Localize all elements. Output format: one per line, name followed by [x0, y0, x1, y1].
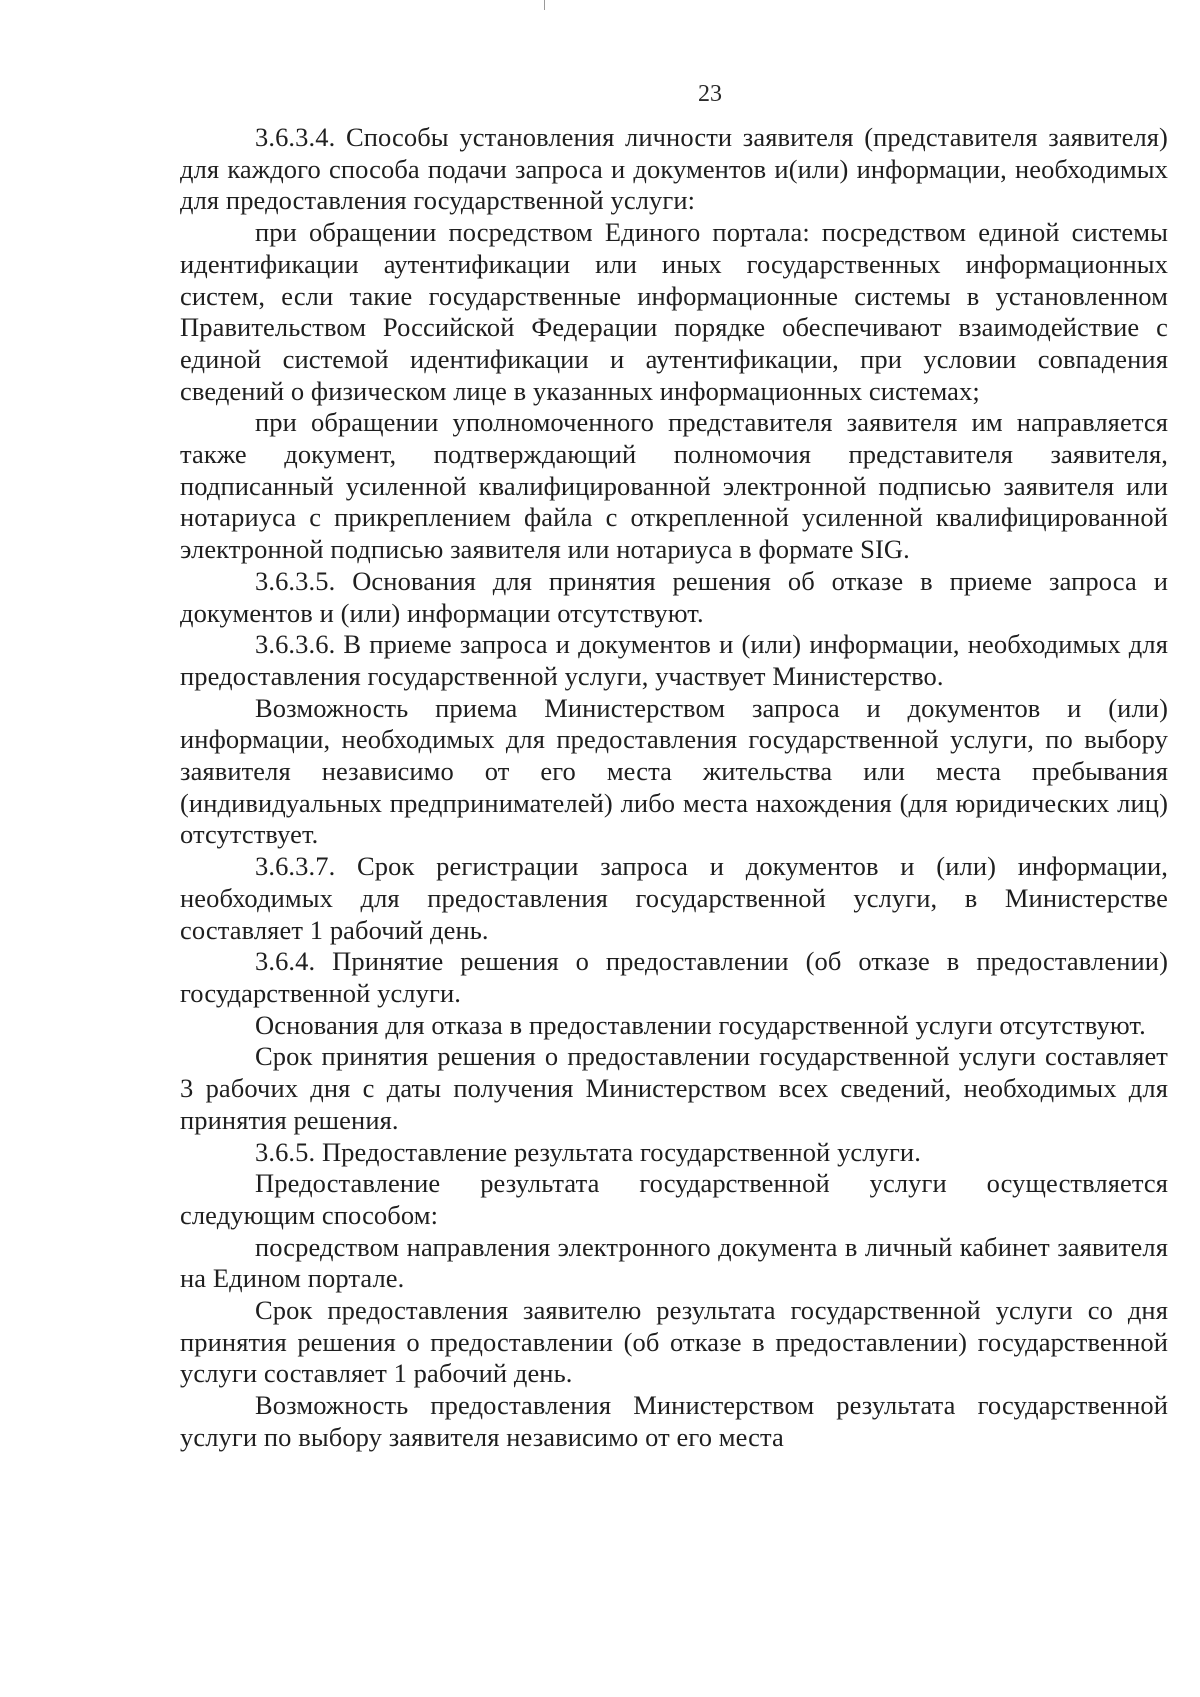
- paragraph-representative: при обращении уполномоченного представителя заявителя им направляется также документ, подтверждающий полномочия представителя заявителя, подписанный усиленной квалифицированной электронной подписью заявителя или нотариуса с прикреплением файла с открепленной усиленной квалифицированной электронной подписью заявителя или нотариуса в формате SIG.: [180, 407, 1168, 565]
- paragraph-3-6-3-7: 3.6.3.7. Срок регистрации запроса и документов и (или) информации, необходимых для предоставления государственной услуги, в Министерстве составляет 1 рабочий день.: [180, 851, 1168, 945]
- paragraph-3-6-3-4: 3.6.3.4. Способы установления личности заявителя (представителя заявителя) для каждого способа подачи запроса и документов и(или) информации, необходимых для предоставления государственной услуги:: [180, 122, 1168, 216]
- paragraph-3-6-3-5: 3.6.3.5. Основания для принятия решения об отказе в приеме запроса и документов и (или) информации отсутствуют.: [180, 565, 1168, 628]
- paragraph-decision-term: Срок принятия решения о предоставлении государственной услуги составляет 3 рабочих дня с даты получения Министерством всех сведений, необходимых для принятия решения.: [180, 1041, 1168, 1135]
- scan-mark: [544, 0, 545, 10]
- paragraph-3-6-5: 3.6.5. Предоставление результата государственной услуги.: [255, 1136, 921, 1167]
- paragraph-3-6-3-6: 3.6.3.6. В приеме запроса и документов и (или) информации, необходимых для предоставления государственной услуги, участвует Министерство.: [180, 629, 1168, 691]
- paragraph-extraterritorial-reception: Возможность приема Министерством запроса и документов и (или) информации, необходимых для предоставления государственной услуги, по выбору заявителя независимо от его места жительства или места пребывания (индивидуальных предпринимателей) либо места нахождения (для юридических лиц) отсутствует.: [180, 692, 1168, 850]
- paragraph-result-term: Срок предоставления заявителю результата государственной услуги со дня принятия решения о предоставлении (об отказе в предоставлении) государственной услуги составляет 1 рабочий день.: [180, 1295, 1168, 1389]
- page-number: 23: [698, 81, 722, 107]
- paragraph-refusal-grounds: Основания для отказа в предоставлении государственной услуги отсутствуют.: [255, 1009, 1146, 1040]
- paragraph-3-6-4: 3.6.4. Принятие решения о предоставлении (об отказе в предоставлении) государственной услуги.: [180, 946, 1168, 1008]
- paragraph-result-method: Предоставление результата государственной услуги осуществляется следующим способом:: [180, 1168, 1168, 1230]
- paragraph-result-by-choice: Возможность предоставления Министерством результата государственной услуги по выбору заявителя независимо от его места: [180, 1390, 1168, 1452]
- document-body: [180, 122, 1168, 1454]
- paragraph-personal-cabinet: посредством направления электронного документа в личный кабинет заявителя на Едином портале.: [180, 1231, 1168, 1294]
- paragraph-portal-identification: при обращении посредством Единого портала: посредством единой системы идентификации аутентификации или иных государственных информационных систем, если такие государственные информационные системы в установленном Правительством Российской Федерации порядке обеспечивают взаимодействие с единой системой идентификации и аутентификации, при условии совпадения сведений о физическом лице в указанных информационных системах;: [180, 217, 1168, 406]
